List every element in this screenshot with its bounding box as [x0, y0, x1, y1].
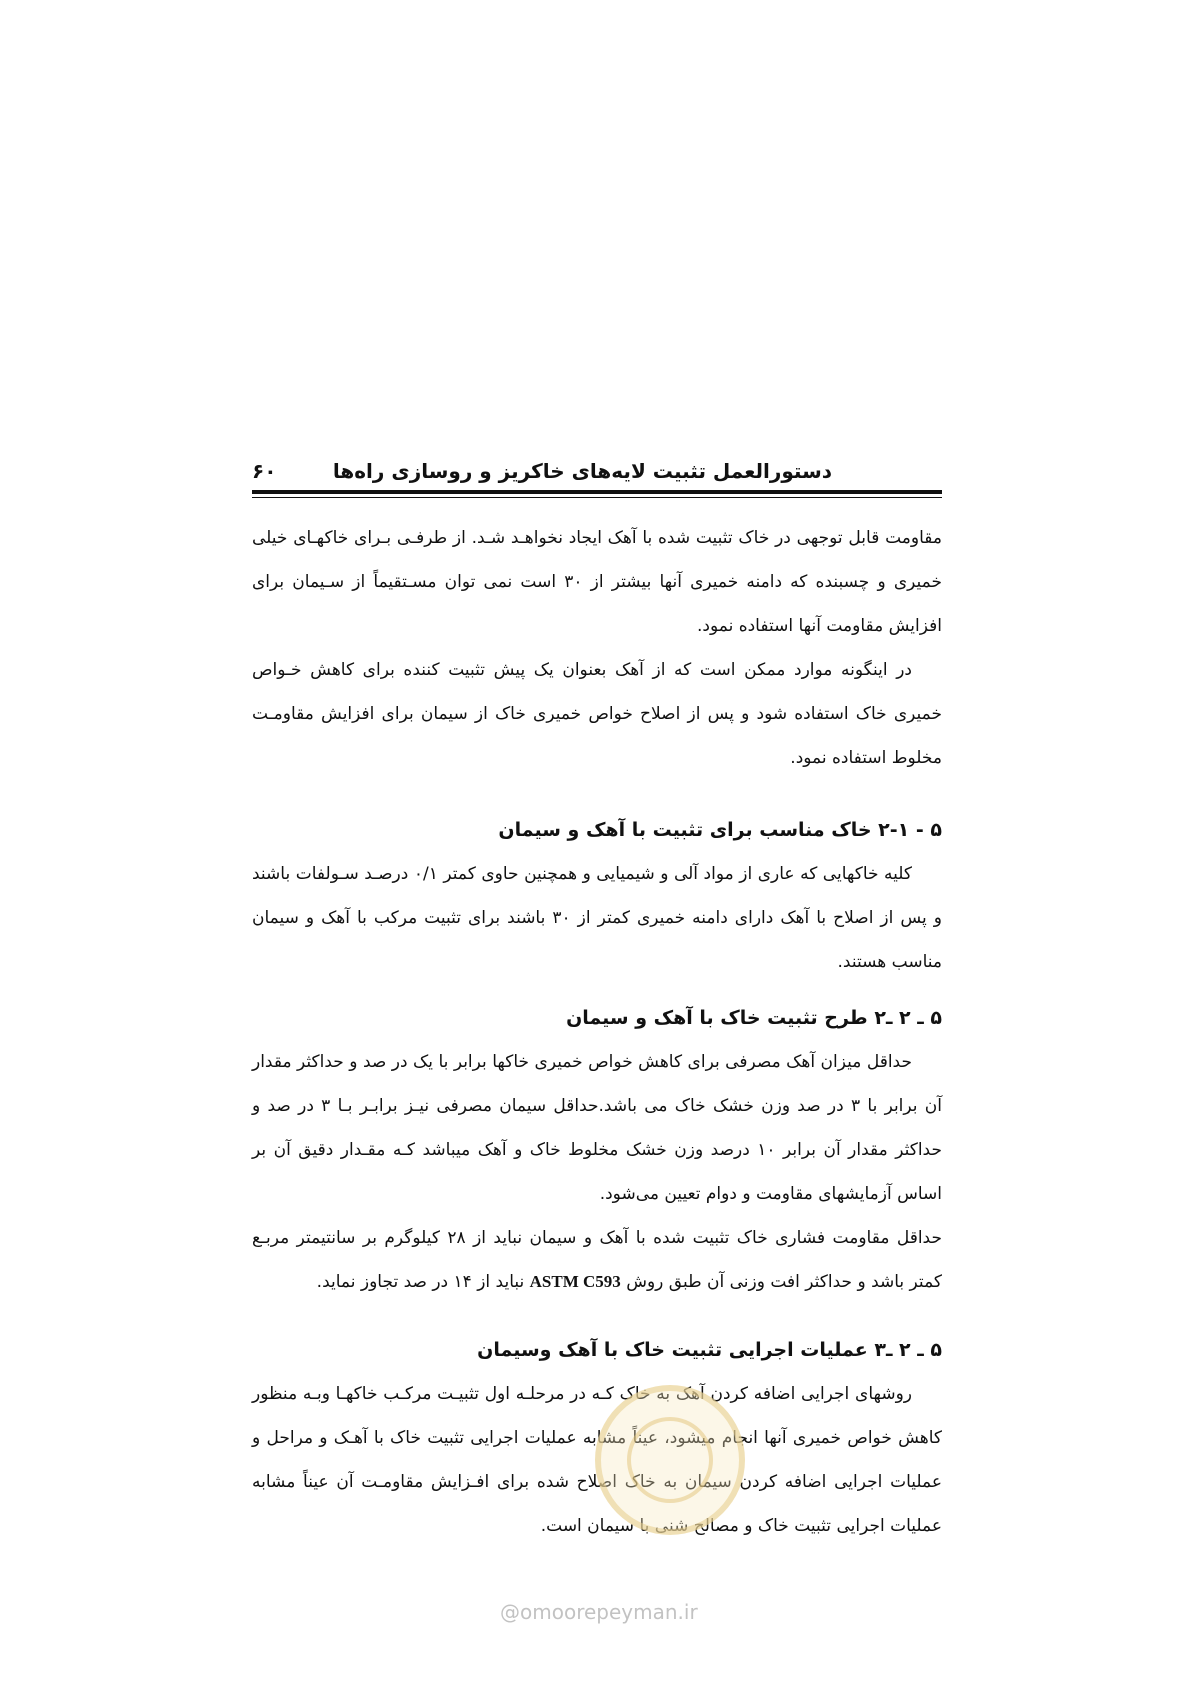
page-number: ۶۰	[252, 459, 277, 483]
intro-paragraph-1: مقاومت قابل توجهی در خاک تثبیت شده با آهک ایجاد نخواهـد شـد. از طرفـی بـرای خاکهـای خیلی خمیری و چسبنده که دامنه خمیری آنها بیشتر از ۳۰ است نمی توان مسـتقیماً از سـیمان برای افزایش مقاومت آنها استفاده نمود.	[252, 528, 942, 636]
watermark-seal-inner	[627, 1417, 713, 1503]
header-rule-thin	[252, 497, 942, 498]
section-heading-1: ۵ - ۲-۱ خاک مناسب برای تثبیت با آهک و سیمان	[498, 819, 942, 841]
watermark-url: @omoorepeyman.ir	[500, 1600, 698, 1624]
body-text	[252, 516, 942, 1548]
running-title: دستورالعمل تثبیت لایه‌های خاکریز و روسازی راه‌ها	[332, 459, 832, 483]
section-heading-2: ۵ ـ ۲ ـ۲ طرح تثبیت خاک با آهک و سیمان	[566, 1007, 942, 1029]
section-heading-3: ۵ ـ ۲ ـ۳ عملیات اجرایی تثبیت خاک با آهک وسیمان	[477, 1339, 942, 1361]
section2-text-before: حداقل مقاومت فشاری خاک تثبیت شده با آهک و سیمان نباید از ۲۸ کیلوگرم بر سانتیمتر مربـع کمتر باشد و حداکثر افت وزنی آن طبق روش	[252, 1228, 942, 1292]
astm-standard-code: ASTM C593	[529, 1272, 621, 1291]
section2-text-after: نباید از ۱۴ در صد تجاوز نماید.	[316, 1272, 530, 1292]
section2-paragraph-2	[252, 1216, 942, 1304]
watermark-seal-logo	[595, 1385, 745, 1535]
section3-paragraph: روشهای اجرایی اضافه کردن آهک به خاک کـه در مرحلـه اول تثبیـت مرکـب خاکهـا وبـه منظور کاهش خواص خمیری آنها انجام میشود، عیناً مشابه عملیات اجرایی تثبیت خاک با آهـک و مراحل و عملیات اجرایی اضافه کردن سیمان به خاک اصلاح شده برای افـزایش مقاومـت آن عیناً مشابه عملیات اجرایی تثبیت خاک و مصالح شنی با سیمان است.	[252, 1384, 942, 1536]
section2-paragraph-1: حداقل میزان آهک مصرفی برای کاهش خواص خمیری خاکها برابر با یک در صد و حداکثر مقدار آن برابر با ۳ در صد وزن خشک خاک می باشد.حداقل سیمان مصرفی نیـز برابـر بـا ۳ در صد و حداکثر مقدار آن برابر ۱۰ درصد وزن خشک مخلوط خاک و آهک میباشد کـه مقـدار دقیق آن بر اساس آزمایشهای مقاومت و دوام تعیین می‌شود.	[252, 1052, 942, 1204]
intro-paragraph-2: در اینگونه موارد ممکن است که از آهک بعنوان یک پیش تثبیت کننده برای کاهش خـواص خمیری خاک استفاده شود و پس از اصلاح خواص خمیری خاک از سیمان برای افزایش مقاومـت مخلوط استفاده نمود.	[252, 660, 942, 768]
section1-paragraph: کلیه خاکهایی که عاری از مواد آلی و شیمیایی و همچنین حاوی کمتر ۰/۱ درصـد سـولفات باشند و پس از اصلاح با آهک دارای دامنه خمیری کمتر از ۳۰ باشند برای تثبیت مرکب با آهک و سیمان مناسب هستند.	[252, 864, 942, 972]
header-rule-thick	[252, 490, 942, 494]
